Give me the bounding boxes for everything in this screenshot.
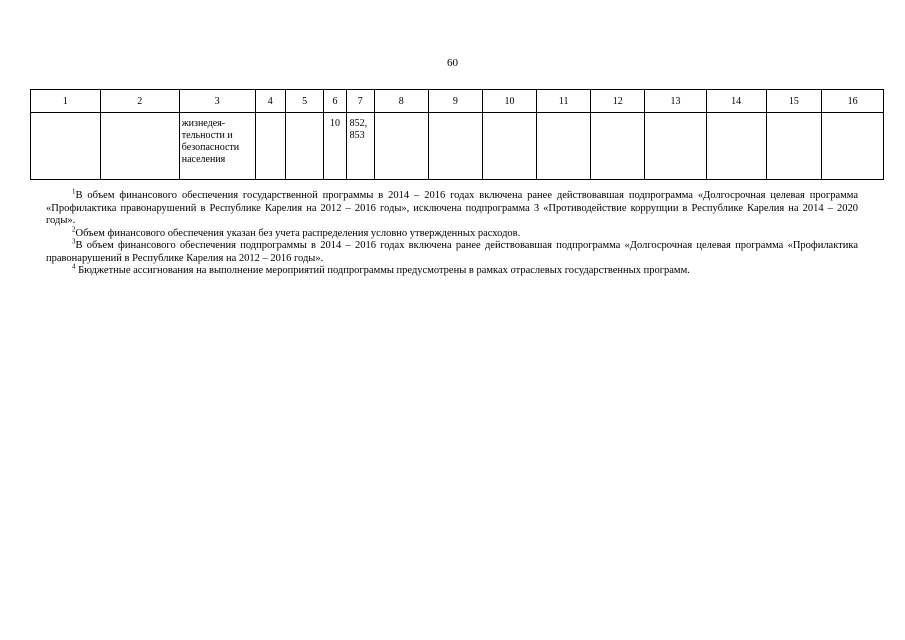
table-cell — [285, 113, 323, 180]
column-header: 15 — [766, 90, 822, 113]
table-cell — [536, 113, 591, 180]
footnote-mark: 1 — [72, 187, 76, 196]
page-number: 60 — [447, 57, 458, 69]
column-header: 9 — [428, 90, 483, 113]
expense-code-cell — [346, 113, 374, 180]
column-header: 14 — [706, 90, 766, 113]
column-header: 6 — [324, 90, 346, 113]
section-code-cell: 10 — [324, 113, 346, 180]
footnote-text: Объем финансового обеспечения указан без учета распределения условно утвержденных расходов. — [75, 227, 521, 239]
column-header: 2 — [100, 90, 179, 113]
footnote-4 — [46, 262, 858, 278]
column-header: 11 — [536, 90, 591, 113]
footnote-2 — [46, 225, 858, 241]
column-header: 4 — [255, 90, 285, 113]
table-row — [31, 113, 884, 180]
footnote-text: В объем финансового обеспечения государственной программы в 2014 – 2016 годах включена ранее действовавшая подпрограмма «Долгосрочная целевая программа «Профилактика правонарушений в Республике Карелия на 2012 – 2016 годы», исключена подпрограмма 3 «Противодействие коррупции в Республике Карелия на 2014 – 2020 годы». — [46, 190, 858, 226]
footnote-text: В объем финансового обеспечения подпрограммы в 2014 – 2016 годах включена ранее действовавшая подпрограмма «Долгосрочная целевая программа «Профилактика правонарушений в Республике Карелия на 2012 – 2016 годы». — [46, 240, 858, 264]
column-header: 3 — [179, 90, 255, 113]
table-cell — [591, 113, 645, 180]
column-header: 8 — [374, 90, 428, 113]
footnotes — [46, 187, 858, 278]
column-header: 1 — [31, 90, 101, 113]
column-header: 13 — [645, 90, 707, 113]
table-cell — [255, 113, 285, 180]
footnote-mark: 3 — [72, 237, 76, 246]
footnote-text: Бюджетные ассигнования на выполнение мероприятий подпрограммы предусмотрены в рамках отраслевых государственных программ. — [75, 265, 690, 276]
column-header: 5 — [285, 90, 323, 113]
footnote-mark: 4 — [72, 262, 76, 271]
table-header-row — [31, 90, 884, 113]
footnote-1 — [46, 187, 858, 228]
cell-line: безопасности — [181, 142, 240, 153]
table-cell — [766, 113, 822, 180]
table-cell — [706, 113, 766, 180]
table-cell — [31, 113, 101, 180]
column-header: 12 — [591, 90, 645, 113]
table-cell — [428, 113, 483, 180]
footnote-3 — [46, 237, 858, 265]
footnote-mark: 2 — [72, 225, 76, 233]
cell-line: населения — [181, 154, 226, 165]
table-cell — [483, 113, 537, 180]
table-cell — [100, 113, 179, 180]
cell-line: 852, — [349, 118, 368, 129]
cell-line: жизнедея- — [181, 118, 226, 129]
column-header: 16 — [822, 90, 884, 113]
activity-name-cell — [179, 113, 255, 180]
table-cell — [645, 113, 707, 180]
column-header: 7 — [346, 90, 374, 113]
cell-line: 853 — [349, 130, 365, 141]
table-cell — [822, 113, 884, 180]
column-header: 10 — [483, 90, 537, 113]
data-table — [30, 89, 884, 180]
table-cell — [374, 113, 428, 180]
cell-line: тельности и — [181, 130, 233, 141]
